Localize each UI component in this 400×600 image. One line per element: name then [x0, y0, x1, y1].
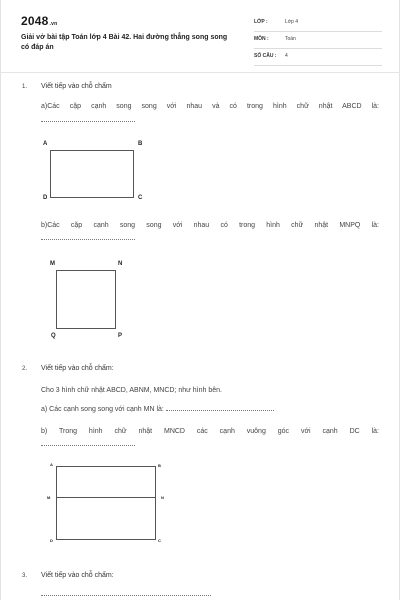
figure-label-b: B	[158, 463, 161, 468]
document-title: Giải vở bài tập Toán lớp 4 Bài 42. Hai đường thẳng song song có đáp án	[21, 34, 228, 51]
meta-info-table	[254, 15, 382, 66]
segment-mn	[56, 497, 156, 498]
question-1b-text: b)Các cặp cạnh song song với nhau có trong hình chữ nhật MNPQ là:	[41, 222, 379, 229]
rectangle-mnpq	[56, 270, 116, 329]
question-2-number: 2.	[22, 366, 28, 372]
figure-label-d: D	[50, 538, 53, 543]
meta-value-class: Lớp 4	[285, 19, 299, 25]
meta-label-class: LỚP :	[254, 19, 268, 25]
logo-main-text: 2048	[21, 14, 49, 28]
vertex-label-c: C	[138, 195, 143, 201]
rectangle-abcd	[50, 150, 134, 198]
meta-row-class	[254, 15, 382, 32]
meta-label-subject: MÔN :	[254, 36, 269, 42]
logo-suffix-text: .vn	[49, 21, 58, 27]
site-logo[interactable]	[21, 14, 57, 28]
header-divider	[1, 72, 400, 73]
meta-label-question-count: SỐ CÂU :	[254, 53, 277, 59]
question-1b-answer-blank[interactable]	[41, 238, 135, 240]
question-2a-text: a) Các cạnh song song với cạnh MN là:	[41, 406, 164, 413]
question-1-number: 1.	[22, 84, 28, 90]
vertex-label-q: Q	[51, 333, 56, 339]
vertex-label-m: M	[50, 261, 55, 267]
meta-value-subject: Toán	[285, 36, 296, 42]
question-2a-line	[41, 406, 274, 413]
question-2-intro: Cho 3 hình chữ nhật ABCD, ABNM, MNCD; như hình bên.	[41, 387, 222, 394]
figure-label-a: A	[50, 462, 53, 467]
vertex-label-p: P	[118, 333, 123, 339]
vertex-label-d: D	[43, 195, 48, 201]
figure-label-n: N	[161, 495, 164, 500]
vertex-label-a: A	[43, 141, 48, 147]
worksheet-header	[1, 0, 400, 70]
vertex-label-b: B	[138, 141, 143, 147]
rectangle-abcd-figure	[56, 466, 156, 540]
meta-row-subject	[254, 32, 382, 49]
question-3-title: Viết tiếp vào chỗ chấm:	[41, 572, 114, 579]
figure-label-c: C	[158, 538, 161, 543]
question-2b-answer-blank[interactable]	[41, 444, 135, 446]
question-3-number: 3.	[22, 573, 28, 579]
question-1-title: Viết tiếp vào chỗ chấm	[41, 83, 112, 90]
question-1a-text: a)Các cặp cạnh song song với nhau và có trong hình chữ nhật ABCD là:	[41, 103, 379, 110]
vertex-label-n: N	[118, 261, 123, 267]
question-2a-answer-blank[interactable]	[166, 410, 274, 411]
meta-value-question-count: 4	[285, 53, 288, 59]
question-3-answer-blank[interactable]	[41, 594, 211, 596]
figure-label-m: M	[47, 495, 51, 500]
meta-row-question-count	[254, 49, 382, 66]
question-1a-answer-blank[interactable]	[41, 120, 135, 122]
question-2-title: Viết tiếp vào chỗ chấm:	[41, 365, 114, 372]
question-2b-text: b) Trong hình chữ nhật MNCD các cạnh vuông góc với cạnh DC là:	[41, 428, 379, 435]
